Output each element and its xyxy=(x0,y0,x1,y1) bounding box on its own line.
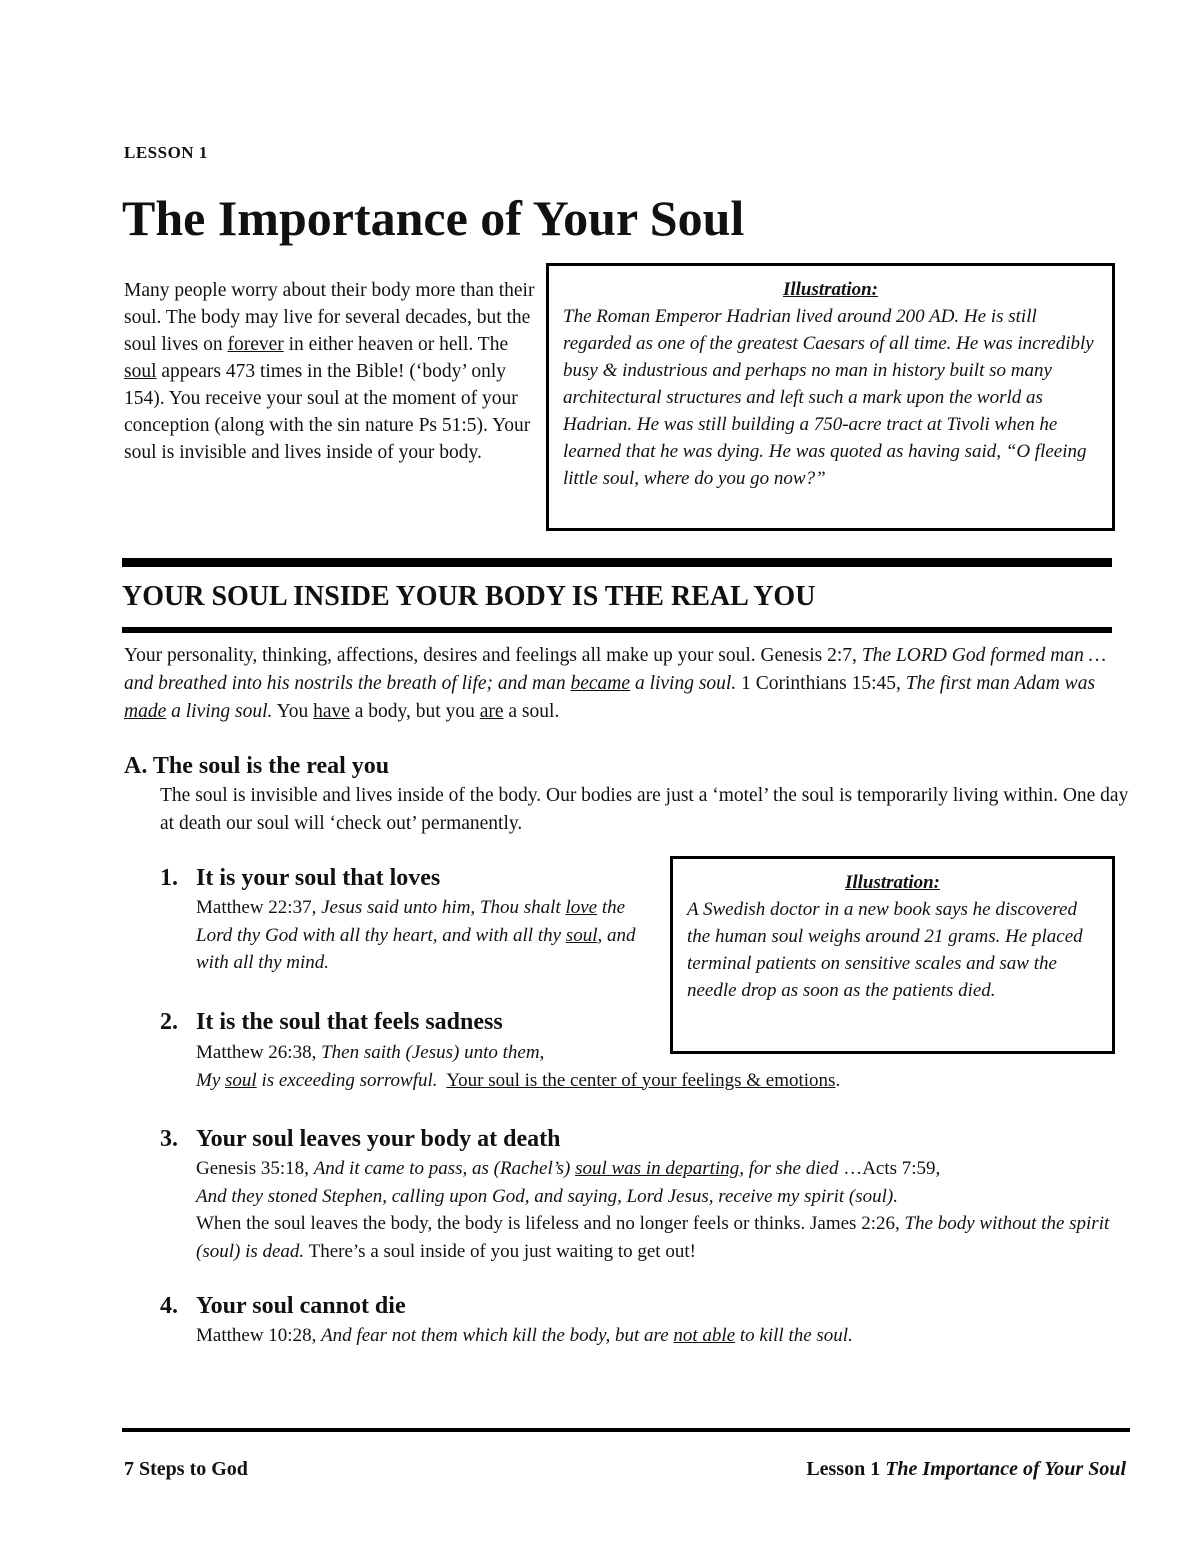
item-3-quote-1: And it came to pass, as (Rachel’s) xyxy=(313,1158,576,1179)
section-rule-top xyxy=(122,558,1112,567)
page-title: The Importance of Your Soul xyxy=(122,190,745,246)
item-4-ref: Matthew 10:28, xyxy=(196,1325,322,1346)
illustration-box-swedish-doctor xyxy=(670,856,1115,1054)
item-1-love: love xyxy=(565,897,598,918)
item-3-quote-4: The body without the spirit (soul) is dead. xyxy=(196,1213,1110,1262)
item-3-ref: Genesis 35:18, xyxy=(196,1158,314,1179)
item-2-soul: soul xyxy=(225,1069,257,1091)
item-2-title: It is the soul that feels sadness xyxy=(196,1009,503,1035)
item-2-quote-3: is exceeding sorrowful. xyxy=(256,1069,438,1091)
item-1-quote-2: the Lord thy God with all thy heart, and with all thy xyxy=(196,897,626,946)
item-3-quote-3: And they stoned Stephen, calling upon God, and saying, Lord Jesus, receive my spirit (soul). xyxy=(196,1185,898,1207)
item-3-text-1: When the soul leaves the body, the body is lifeless and no longer feels or thinks. James 2:26, xyxy=(196,1213,905,1234)
footer-lesson-name: The Importance of Your Soul xyxy=(885,1458,1126,1480)
item-3-quote-2: , for she died xyxy=(739,1158,839,1179)
illustration-text: The Roman Emperor Hadrian lived around 200 AD. He is still regarded as one of the greatest Caesars of all time. He was incredibly busy & industrious and perhaps no man in history built so many architectural structures and left such a mark upon the world as Hadrian. He was still building a 750-acre tract at Tivoli when he learned that he was dying. He was quoted as having said, “O fleeing little soul, where do you go now?” xyxy=(563,306,1094,489)
item-3-body xyxy=(196,1155,1141,1265)
item-2-quote-1: Then saith (Jesus) unto them, xyxy=(321,1042,545,1063)
item-4-quote-2: to kill the soul. xyxy=(735,1325,853,1346)
para-quote-4: a living soul. xyxy=(166,701,273,722)
item-3-title: Your soul leaves your body at death xyxy=(196,1126,561,1152)
item-2-quote-2: My xyxy=(196,1069,226,1091)
item-1-title: It is your soul that loves xyxy=(196,865,441,891)
intro-text-2: in either heaven or hell. The xyxy=(283,334,509,355)
footer-lesson-number: Lesson 1 xyxy=(806,1458,886,1480)
item-3-heading xyxy=(160,1125,561,1153)
para-made: made xyxy=(124,701,167,722)
para-became: became xyxy=(570,673,631,694)
para-quote-2: a living soul. xyxy=(630,673,737,694)
para-text-2: 1 Corinthians 15:45, xyxy=(736,673,906,694)
section-rule-bottom xyxy=(122,627,1112,633)
item-1-body xyxy=(196,894,641,977)
item-3-acts: …Acts 7:59, xyxy=(838,1158,941,1179)
intro-soul: soul xyxy=(124,361,157,382)
item-3-text-2: There’s a soul inside of you just waiting to get out! xyxy=(304,1240,696,1262)
item-4-body xyxy=(196,1322,1126,1350)
item-2-period: . xyxy=(835,1069,841,1091)
item-3-departing: soul was in departing xyxy=(575,1158,740,1179)
illustration-2-title: Illustration: xyxy=(844,872,941,893)
item-4-title: Your soul cannot die xyxy=(196,1293,406,1319)
intro-text-3: appears 473 times in the Bible! (‘body’ only 154). You receive your soul at the moment of your conception (along with the sin nature Ps 51:5). Your soul is invisible and lives inside of your body. xyxy=(124,361,531,463)
para-text-4: a body, but you xyxy=(349,701,480,722)
footer-rule xyxy=(122,1428,1130,1432)
section-heading: YOUR SOUL INSIDE YOUR BODY IS THE REAL YOU xyxy=(122,581,816,612)
illustration-title: Illustration: xyxy=(782,279,879,300)
section-paragraph xyxy=(124,642,1134,726)
item-2-number: 2. xyxy=(160,1009,178,1035)
para-quote-1: The LORD God formed man …and breathed into his nostrils the breath of life; and man xyxy=(124,645,1107,694)
illustration-box-hadrian xyxy=(546,263,1115,531)
point-a-heading: A. The soul is the real you xyxy=(124,753,390,779)
para-text-1: Your personality, thinking, affections, desires and feelings all make up your soul. Genesis 2:7, xyxy=(124,645,862,666)
item-2-heading xyxy=(160,1008,503,1036)
item-4-not-able: not able xyxy=(673,1325,736,1346)
intro-text-1: Many people worry about their body more than their soul. The body may live for several decades, but the soul lives on xyxy=(124,280,535,355)
item-1-ref: Matthew 22:37, xyxy=(196,897,322,918)
footer-lesson-title xyxy=(806,1458,1126,1481)
item-4-number: 4. xyxy=(160,1293,178,1319)
item-2-feelings: Your soul is the center of your feelings & emotions xyxy=(446,1069,836,1091)
item-2-ref: Matthew 26:38, xyxy=(196,1042,322,1063)
item-1-quote-3: , and with all thy mind. xyxy=(196,924,636,973)
illustration-2-text: A Swedish doctor in a new book says he discovered the human soul weighs around 21 grams. He placed terminal patients on sensitive scales and saw the needle drop as soon as the patients died. xyxy=(687,899,1083,1001)
lesson-label: LESSON 1 xyxy=(124,143,208,162)
para-have: have xyxy=(313,701,350,722)
intro-forever: forever xyxy=(227,334,284,355)
point-a-text: The soul is invisible and lives inside of the body. Our bodies are just a ‘motel’ the soul is temporarily living within. One day at death our soul will ‘check out’ permanently. xyxy=(160,785,1129,834)
item-4-heading xyxy=(160,1292,406,1320)
item-2-body xyxy=(196,1039,1126,1094)
item-3-number: 3. xyxy=(160,1126,178,1152)
footer-book-title: 7 Steps to God xyxy=(124,1458,248,1480)
item-1-heading xyxy=(160,864,440,892)
item-1-number: 1. xyxy=(160,865,178,891)
item-1-quote-1: Jesus said unto him, Thou shalt xyxy=(321,897,566,918)
para-quote-3: The first man Adam was xyxy=(905,673,1096,694)
para-are: are xyxy=(479,701,504,722)
item-4-quote-1: And fear not them which kill the body, but are xyxy=(321,1325,674,1346)
intro-paragraph xyxy=(124,277,544,466)
para-text-5: a soul. xyxy=(503,701,560,722)
item-1-soul: soul xyxy=(565,924,598,946)
para-text-3: You xyxy=(272,701,314,722)
